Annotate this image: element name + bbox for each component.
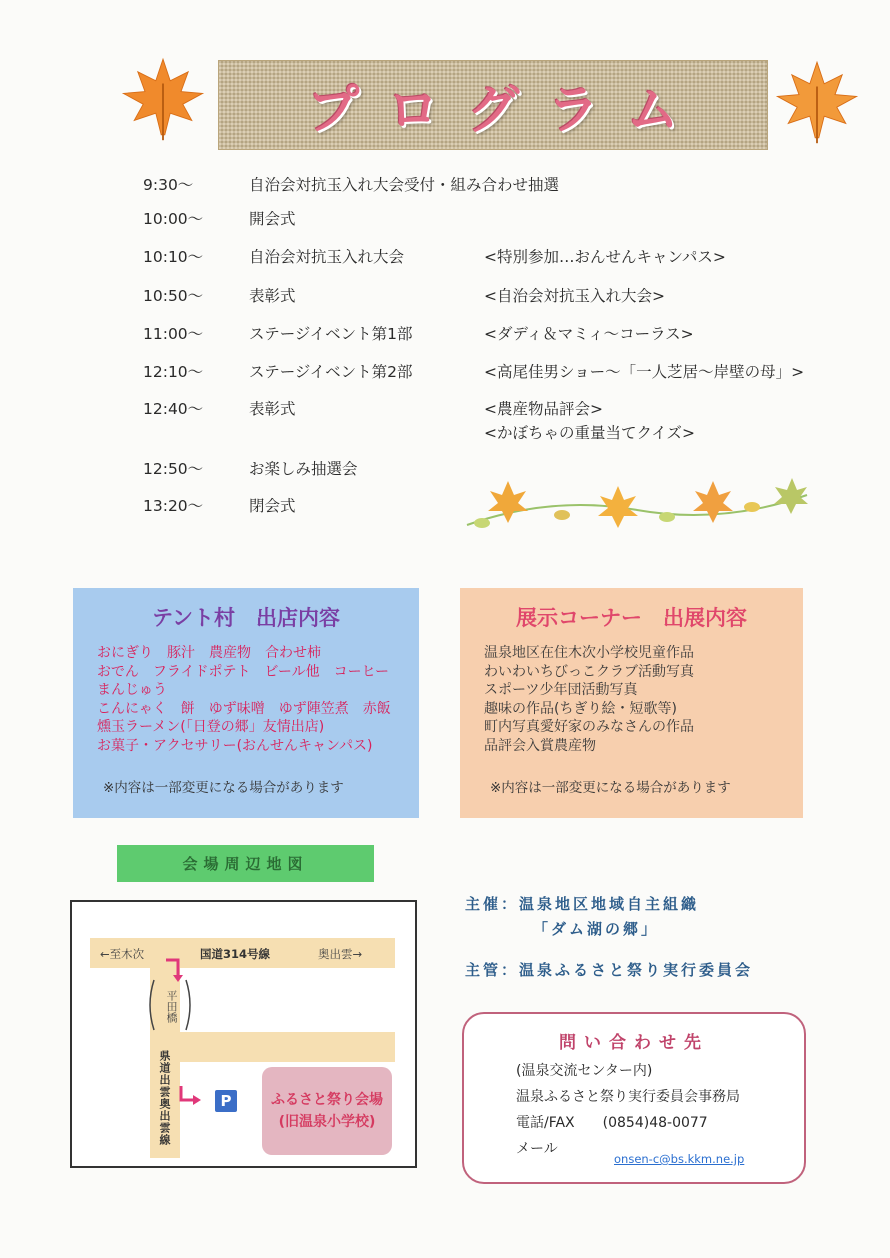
contact-mail-label: メール [516, 1141, 558, 1157]
email-link[interactable]: onsen-c@bs.kkm.ne.jp [614, 1152, 745, 1166]
contact-line: 温泉ふるさと祭り実行委員会事務局 [516, 1089, 740, 1105]
schedule-event: 自治会対抗玉入れ大会 [249, 248, 405, 266]
route-arrow-down-icon [160, 955, 190, 985]
schedule-time: 12:40〜 [143, 400, 204, 418]
schedule-time: 10:10〜 [143, 248, 204, 266]
schedule-time: 12:10〜 [143, 363, 204, 381]
parking-icon: P [215, 1090, 237, 1112]
host-line: 主催：温泉地区地域自主組織 [465, 895, 700, 913]
to-kitsugi-label: ←至木次 [100, 947, 145, 961]
side-road [180, 1032, 395, 1062]
schedule-time: 11:00〜 [143, 325, 204, 343]
leaf-garland-decoration [462, 455, 812, 545]
schedule-event: 自治会対抗玉入れ大会受付・組み合わせ抽選 [249, 176, 560, 194]
route-arrow-right-icon [175, 1082, 205, 1112]
schedule-time: 13:20〜 [143, 497, 204, 515]
manager-line: 主管：温泉ふるさと祭り実行委員会 [465, 961, 754, 979]
tent-list [97, 644, 391, 756]
contact-title: 問い合わせ先 [559, 1033, 709, 1053]
schedule-note: <特別参加…おんせんキャンパス> [484, 248, 726, 266]
list-item: こんにゃく 餅 ゆず味噌 ゆず陣笠煮 赤飯 [97, 700, 391, 717]
maple-leaf-icon-right [772, 55, 862, 145]
schedule-time: 12:50〜 [143, 460, 204, 478]
exhibit-list [484, 644, 694, 756]
route-314-label: 国道314号線 [200, 947, 271, 961]
schedule-note: <高尾佳男ショー〜「一人芝居〜岸壁の母」> [484, 363, 805, 381]
list-item: スポーツ少年団活動写真 [484, 682, 638, 699]
exhibit-note: ※内容は一部変更になる場合があります [490, 780, 731, 796]
host-line: 「ダム湖の郷」 [533, 920, 660, 938]
schedule-event: 表彰式 [249, 400, 296, 418]
map-label: 会場周辺地図 [117, 845, 374, 882]
contact-phone: 電話/FAX (0854)48-0077 [516, 1115, 708, 1131]
schedule-time: 10:50〜 [143, 287, 204, 305]
schedule-event: 開会式 [249, 210, 296, 228]
page-title: プログラム [307, 80, 707, 141]
schedule-note: <かぼちゃの重量当てクイズ> [484, 424, 696, 442]
list-item: おにぎり 豚汁 農産物 合わせ柿 [97, 645, 321, 661]
schedule-event: ステージイベント第2部 [249, 363, 413, 381]
maple-leaf-icon-left [118, 52, 208, 142]
pref-road-label: 県道出雲奥出雲線 [158, 1050, 171, 1146]
schedule-time: 10:00〜 [143, 210, 204, 228]
program-banner [218, 60, 768, 150]
exhibit-corner-box [460, 588, 803, 818]
venue-marker [262, 1067, 392, 1155]
list-item: 品評会入賞農産物 [484, 737, 596, 754]
schedule-event: お楽しみ抽選会 [249, 460, 358, 478]
host-info [465, 892, 699, 942]
list-item: わいわいちびっこクラブ活動写真 [484, 663, 694, 680]
list-item: 趣味の作品(ちぎり絵・短歌等) [484, 700, 677, 717]
list-item: 燻玉ラーメン(「日登の郷」友情出店) [97, 719, 325, 736]
contact-box [462, 1012, 806, 1184]
schedule-event: ステージイベント第1部 [249, 325, 413, 343]
manager-info [465, 958, 753, 983]
list-item: お菓子・アクセサリー(おんせんキャンパス) [97, 737, 373, 754]
bridge-label: 平田橋 [165, 990, 178, 1023]
exhibit-title: 展示コーナー 出展内容 [516, 606, 747, 630]
to-okuizumo-label: 奥出雲→ [318, 947, 363, 961]
list-item: おでん フライドポテト ビール他 コーヒー [97, 663, 390, 680]
tent-title: テント村 出店内容 [152, 606, 340, 630]
schedule-event: 閉会式 [249, 497, 296, 515]
contact-line: (温泉交流センター内) [516, 1063, 653, 1079]
list-item: まんじゅう [97, 682, 167, 699]
venue-subname: (旧温泉小学校) [278, 1114, 376, 1130]
tent-note: ※内容は一部変更になる場合があります [103, 780, 344, 796]
list-item: 温泉地区在住木次小学校児童作品 [484, 645, 694, 661]
schedule-event: 表彰式 [249, 287, 296, 305]
schedule-note: <農産物品評会> [484, 400, 603, 418]
list-item: 町内写真愛好家のみなさんの作品 [484, 719, 694, 736]
tent-village-box [73, 588, 419, 818]
contact-lines [516, 1058, 740, 1162]
venue-name: ふるさと祭り会場 [271, 1092, 383, 1108]
schedule-time: 9:30〜 [143, 176, 194, 194]
schedule-note: <自治会対抗玉入れ大会> [484, 287, 665, 305]
schedule-note: <ダディ＆マミィ〜コーラス> [484, 325, 694, 343]
